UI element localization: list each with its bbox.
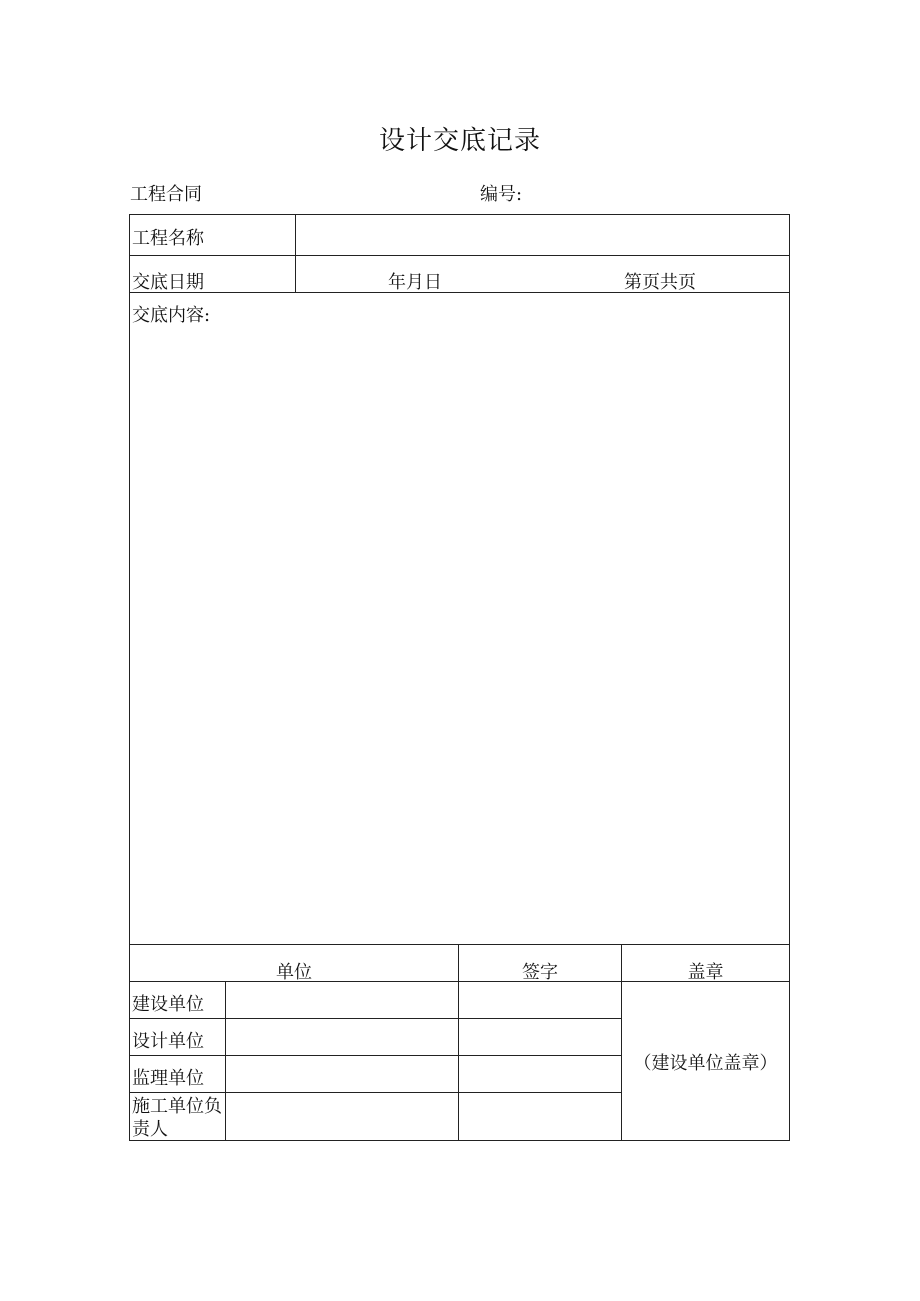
record-form (129, 214, 790, 1141)
unit-label-construction: 建设单位 (132, 994, 204, 1015)
signature-field[interactable] (460, 1019, 620, 1055)
unit-name-field[interactable] (227, 1019, 457, 1055)
unit-name-field[interactable] (227, 1093, 457, 1139)
unit-name-field[interactable] (227, 1056, 457, 1092)
col-header-seal: 盖章 (687, 962, 724, 983)
signature-field[interactable] (460, 982, 620, 1018)
col-header-unit: 单位 (276, 962, 312, 983)
col-header-sign: 签字 (522, 962, 558, 983)
content-area[interactable] (132, 330, 786, 940)
number-label: 编号: (480, 184, 523, 205)
project-name-field[interactable] (300, 219, 785, 251)
document-title: 设计交底记录 (378, 126, 541, 156)
signature-field[interactable] (460, 1056, 620, 1092)
date-label: 交底日期 (132, 272, 204, 293)
project-name-label: 工程名称 (132, 228, 204, 249)
column-divider (295, 215, 296, 292)
content-label: 交底内容: (132, 305, 211, 326)
unit-label-supervision: 监理单位 (132, 1068, 204, 1089)
unit-label-contractor: 施工单位负责人 (132, 1096, 222, 1140)
page-value[interactable]: 第页共页 (624, 272, 696, 293)
unit-name-field[interactable] (227, 982, 457, 1018)
seal-note: （建设单位盖章） (633, 1053, 778, 1074)
unit-label-design: 设计单位 (132, 1031, 204, 1052)
contract-label: 工程合同 (130, 184, 202, 205)
signature-field[interactable] (460, 1093, 620, 1139)
row-divider (130, 255, 789, 256)
date-value[interactable]: 年月日 (388, 272, 442, 293)
row-divider (130, 944, 789, 945)
